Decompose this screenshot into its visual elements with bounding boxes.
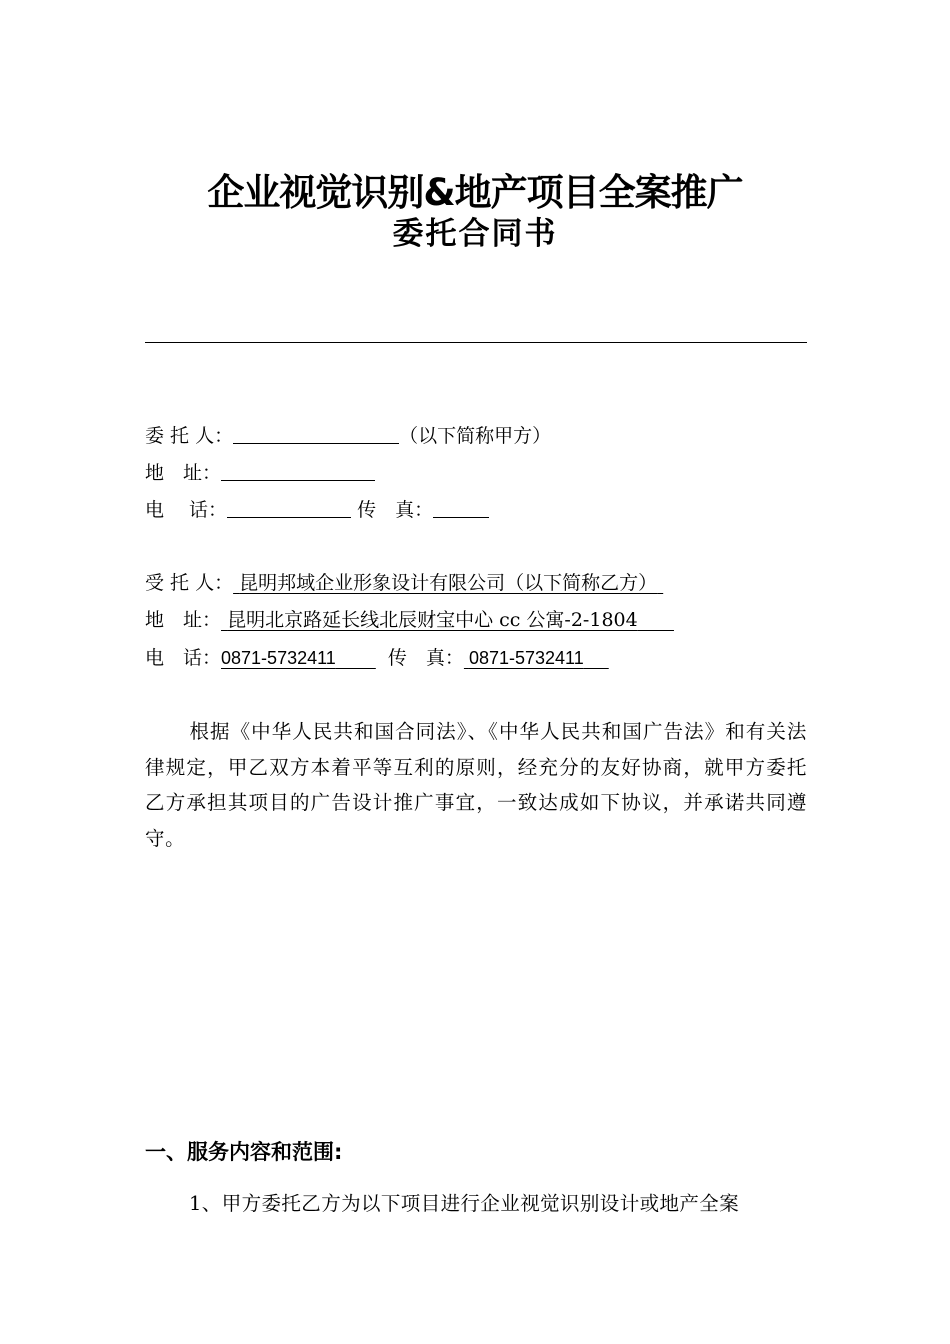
agent-phone-label: 电 话： (145, 647, 222, 669)
agent-address-value: 昆明北京路延长线北辰财宝中心 cc 公寓-2-1804 (227, 609, 638, 631)
client-row (145, 423, 551, 449)
client-address-row (145, 460, 375, 486)
agent-fax-value: 0871-5732411 (468, 648, 584, 668)
client-address-label: 地 址： (145, 462, 222, 484)
document-subtitle: 委托合同书 (392, 216, 558, 252)
client-phone-row (145, 497, 489, 523)
agent-label: 受 托 人： (145, 572, 234, 594)
agent-address-label: 地 址： (145, 609, 222, 631)
client-fax-label: 传 真： (357, 499, 434, 521)
client-note: （以下简称甲方） (399, 425, 552, 447)
title-divider (145, 342, 807, 343)
client-fax-blank[interactable] (433, 497, 489, 518)
client-label: 委 托 人： (145, 425, 234, 447)
section-item-1: 1、甲方委托乙方为以下项目进行企业视觉识别设计或地产全案 (189, 1192, 740, 1215)
section-heading: 一、服务内容和范围: (145, 1140, 343, 1164)
agent-fax-label: 传 真： (387, 647, 464, 669)
agent-address-row (145, 607, 674, 633)
client-address-blank[interactable] (221, 460, 375, 481)
agent-phone-value: 0871-5732411 (221, 648, 336, 668)
agent-value: 昆明邦域企业形象设计有限公司（以下简称乙方） (239, 572, 658, 594)
document-title: 企业视觉识别&地产项目全案推广 (207, 171, 743, 214)
client-phone-blank[interactable] (227, 497, 351, 518)
client-blank[interactable] (233, 423, 399, 444)
preamble-paragraph: 根据《中华人民共和国合同法》、《中华人民共和国广告法》和有关法律规定，甲乙双方本着平等互利的原则，经充分的友好协商，就甲方委托乙方承担其项目的广告设计推广事宜，一致达成如下协议，并承诺共同遵守。 (145, 720, 807, 850)
agent-row (145, 570, 663, 596)
client-phone-label: 电 话： (145, 499, 228, 521)
agent-phone-row (145, 645, 609, 671)
